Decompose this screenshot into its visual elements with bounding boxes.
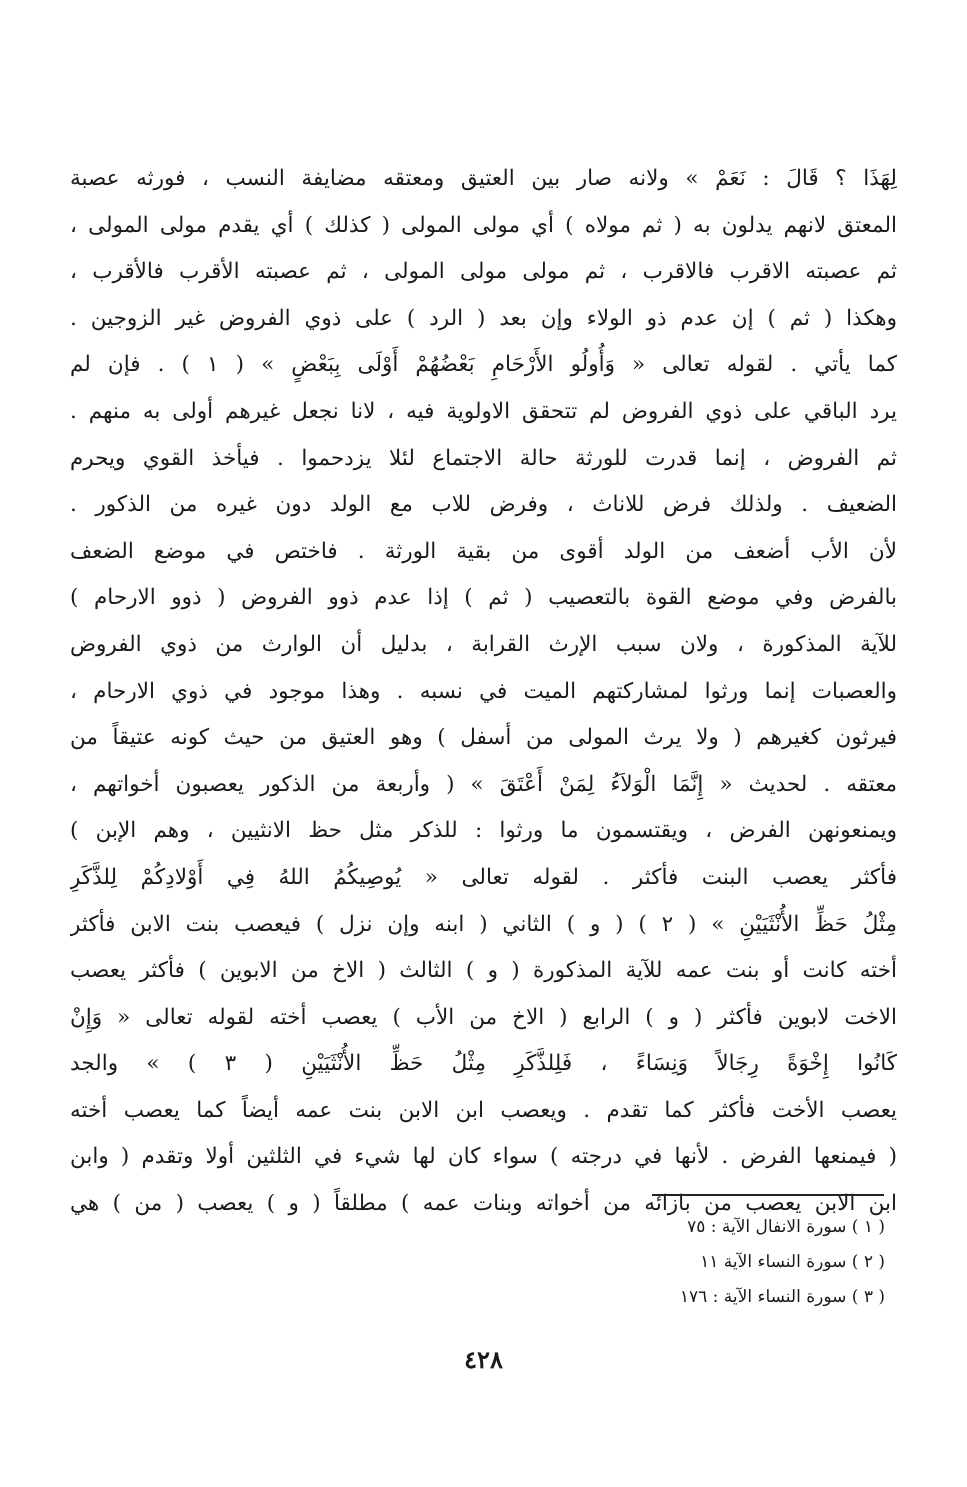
- text-line: وهكذا ( ثم ) إن عدم ذو الولاء وإن بعد ( الرد ) على ذوي الفروض غير الزوجين .: [70, 305, 897, 331]
- page-number: ٤٢٨: [464, 1345, 503, 1374]
- text-line: المعتق لانهم يدلون به ( ثم مولاه ) أي مولى المولى ( كذلك ) أي يقدم مولى المولى ،: [70, 212, 897, 238]
- text-line: ويمنعونهن الفرض ، ويقتسمون ما ورثوا : للذكر مثل حظ الانثيين ، وهم الإبن ): [70, 818, 897, 844]
- text-line: فيرثون كغيرهم ( ولا يرث المولى من أسفل ) وهو العتيق من حيث كونه عتيقاً من: [70, 725, 897, 751]
- text-line: معتقه . لحديث « إِنَّمَا الْوَلاَءُ لِمَنْ أَعْتَقَ » ( وأربعة من الذكور يعصبون أخواتهم ،: [70, 771, 897, 797]
- text-line: ثم الفروض ، إنما قدرت للورثة حالة الاجتماع لئلا يزدحموا . فيأخذ القوي ويحرم: [70, 445, 897, 471]
- text-line: لأن الأب أضعف من الولد أقوى من بقية الورثة . فاختص في موضع الضعف: [70, 538, 897, 564]
- text-line: ثم عصبته الاقرب فالاقرب ، ثم مولى مولى المولى ، ثم عصبته الأقرب فالأقرب ،: [70, 259, 897, 285]
- text-line: لِهَذَا ؟ قَالَ : نَعَمْ » ولانه صار بين العتيق ومعتقه مضايفة النسب ، فورثه عصبة: [70, 166, 897, 191]
- text-line: ( فيمنعها الفرض . لأنها في درجته ) سواء كان لها شيء في الثلثين أولا وتقدم ( وابن: [70, 1144, 897, 1170]
- text-line: للآية المذكورة ، ولان سبب الإرث القرابة ، بدليل أن الوارث من ذوي الفروض: [70, 631, 897, 657]
- text-line: يرد الباقي على ذوي الفروض لم تتحقق الاولوية فيه ، لانا نجعل غيرهم أولى به منهم .: [70, 398, 897, 424]
- text-line: يعصب الأخت فأكثر كما تقدم . ويعصب ابن الابن بنت عمه أيضاً كما يعصب أخته: [70, 1097, 897, 1123]
- text-line: بالفرض وفي موضع القوة بالتعصيب ( ثم ) إذا عدم ذوو الفروض ( ذوو الارحام ): [70, 585, 897, 611]
- text-line: الاخت لابوين فأكثر ( و ) الرابع ( الاخ من الأب ) يعصب أخته لقوله تعالى « وَإِنْ: [70, 1004, 897, 1030]
- footnotes: [465, 1210, 885, 1315]
- text-line: الضعيف . ولذلك فرض للاناث ، وفرض للاب مع الولد دون غيره من الذكور .: [70, 492, 897, 518]
- text-line: كَانُوا إِخْوَةً رِجَالاً وَنِسَاءً ، فَلِلذَّكَرِ مِثْلُ حَظِّ الأُنْثَيَيْنِ ( ٣ ) » والجد: [70, 1051, 897, 1077]
- text-line: والعصبات إنما ورثوا لمشاركتهم الميت في نسبه . وهذا موجود في ذوي الارحام ،: [70, 678, 897, 704]
- footnote-3: ( ٣ ) سورة النساء الآية : ١٧٦: [679, 1287, 885, 1307]
- text-line: مِثْلُ حَظِّ الأُنْثَيَيْنِ » ( ٢ ) ( و ) الثاني ( ابنه وإن نزل ) فيعصب بنت الابن فأكثر: [70, 911, 897, 937]
- text-line: كما يأتي . لقوله تعالى « وَأُولُو الأَرْحَامِ بَعْضُهُمْ أَوْلَى بِبَعْضٍ » ( ١ ) . فإن لم: [70, 352, 897, 378]
- main-text-block: [70, 156, 897, 1228]
- footnote-divider: [652, 1194, 884, 1196]
- text-line: فأكثر يعصب البنت فأكثر . لقوله تعالى « يُوصِيكُمُ اللهُ فِي أَوْلادِكُمْ لِلذَّكَرِ: [70, 864, 897, 890]
- footnote-2: ( ٢ ) سورة النساء الآية ١١: [700, 1252, 885, 1272]
- text-line: أخته كانت أو بنت عمه للآية المذكورة ( و ) الثالث ( الاخ من الابوين ) فأكثر يعصب: [70, 958, 897, 984]
- text-line: ابن الابن يعصب من بازائه من أخواته وبنات عمه ) مطلقاً ( و ) يعصب ( من ) هي: [70, 1191, 897, 1217]
- footnote-1: ( ١ ) سورة الانفال الآية : ٧٥: [687, 1217, 885, 1237]
